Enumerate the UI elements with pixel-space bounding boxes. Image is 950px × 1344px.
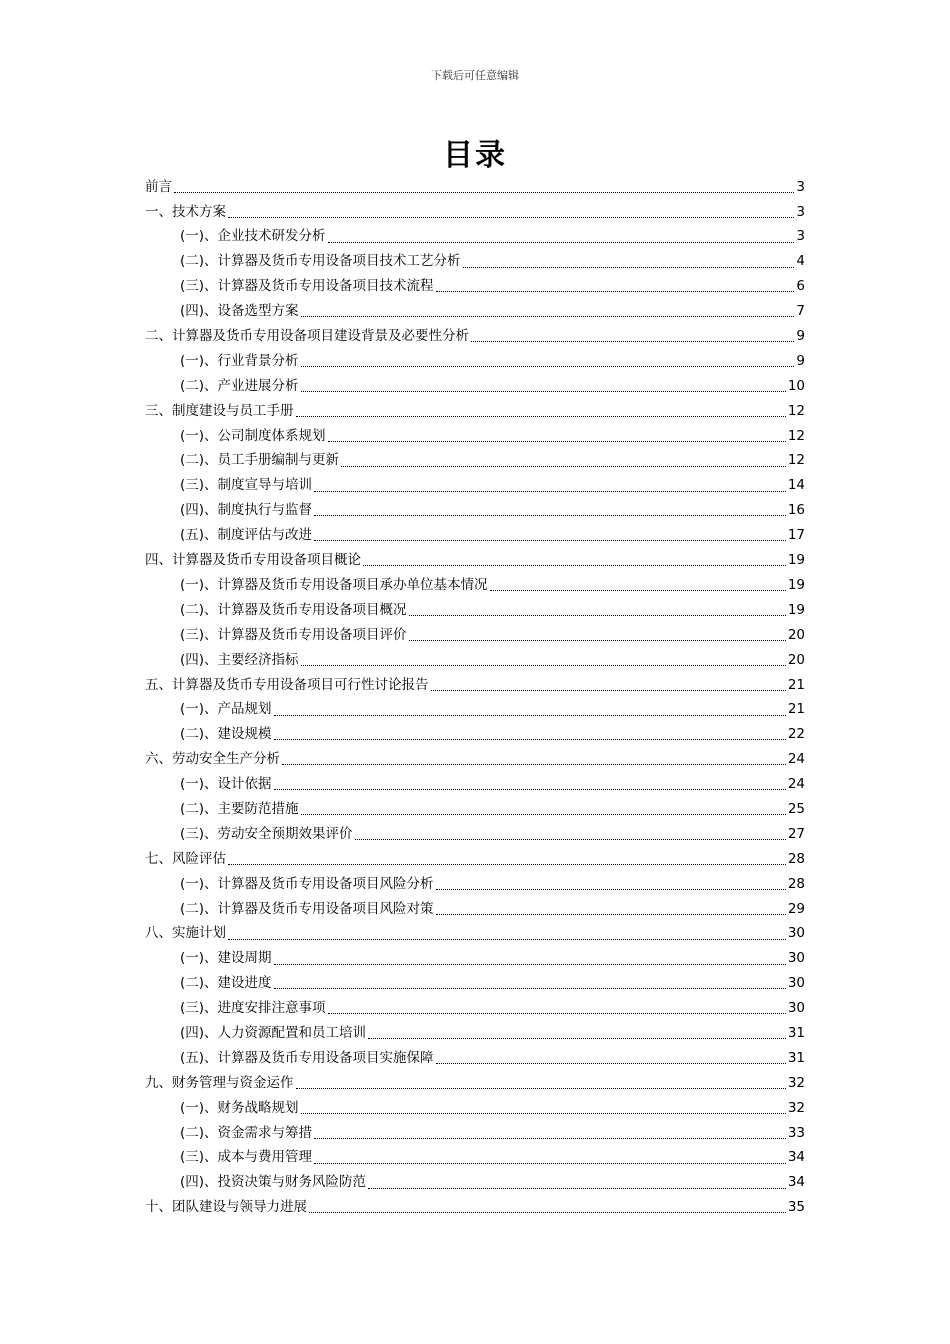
toc-entry-label: (四)、设备选型方案 xyxy=(180,303,299,320)
toc-entry-page-number: 34 xyxy=(787,1149,805,1166)
toc-entry[interactable] xyxy=(145,299,805,324)
toc-dot-leader xyxy=(301,365,795,367)
toc-entry-page-number: 25 xyxy=(787,800,805,817)
toc-entry[interactable] xyxy=(145,1146,805,1171)
toc-entry-page-number: 3 xyxy=(796,178,805,195)
toc-dot-leader xyxy=(328,241,795,243)
toc-dot-leader xyxy=(274,788,786,790)
toc-entry-label: (二)、产业进展分析 xyxy=(180,377,299,394)
toc-entry-label: 五、计算器及货币专用设备项目可行性讨论报告 xyxy=(145,676,429,693)
toc-dot-leader xyxy=(436,1062,786,1064)
toc-dot-leader xyxy=(314,490,786,492)
toc-entry[interactable] xyxy=(145,449,805,474)
toc-entry-label: (一)、行业背景分析 xyxy=(180,352,299,369)
toc-dot-leader xyxy=(436,913,786,915)
toc-dot-leader xyxy=(328,440,786,442)
toc-dot-leader xyxy=(301,664,786,666)
toc-dot-leader xyxy=(228,216,794,218)
toc-entry-label: 四、计算器及货币专用设备项目概论 xyxy=(145,552,361,569)
toc-dot-leader xyxy=(436,888,786,890)
toc-dot-leader xyxy=(174,191,794,193)
toc-entry-page-number: 3 xyxy=(796,228,805,245)
toc-entry-label: (一)、计算器及货币专用设备项目承办单位基本情况 xyxy=(180,576,488,593)
toc-dot-leader xyxy=(301,813,786,815)
toc-entry-page-number: 31 xyxy=(787,1024,805,1041)
toc-entry[interactable] xyxy=(145,1121,805,1146)
toc-entry-page-number: 24 xyxy=(787,776,805,793)
toc-entry-label: (二)、计算器及货币专用设备项目概况 xyxy=(180,601,407,618)
toc-entry-label: 六、劳动安全生产分析 xyxy=(145,751,280,768)
toc-entry[interactable] xyxy=(145,747,805,772)
toc-entry[interactable] xyxy=(145,623,805,648)
toc-entry-page-number: 30 xyxy=(787,950,805,967)
toc-dot-leader xyxy=(355,838,786,840)
toc-entry-label: (二)、计算器及货币专用设备项目技术工艺分析 xyxy=(180,253,461,270)
toc-entry-page-number: 20 xyxy=(787,626,805,643)
toc-entry[interactable] xyxy=(145,374,805,399)
toc-dot-leader xyxy=(301,315,795,317)
toc-entry[interactable] xyxy=(145,250,805,275)
toc-entry-label: (二)、建设规模 xyxy=(180,726,272,743)
toc-entry-label: (四)、制度执行与监督 xyxy=(180,502,313,519)
toc-entry-page-number: 7 xyxy=(796,303,805,320)
toc-entry-page-number: 30 xyxy=(787,975,805,992)
toc-dot-leader xyxy=(274,987,786,989)
toc-entry[interactable] xyxy=(145,1171,805,1196)
toc-entry-page-number: 20 xyxy=(787,651,805,668)
toc-entry[interactable] xyxy=(145,175,805,200)
toc-dot-leader xyxy=(296,1087,786,1089)
toc-dot-leader xyxy=(314,1137,786,1139)
toc-dot-leader xyxy=(471,340,794,342)
toc-entry-page-number: 30 xyxy=(787,1000,805,1017)
toc-entry[interactable] xyxy=(145,822,805,847)
toc-entry[interactable] xyxy=(145,1071,805,1096)
toc-dot-leader xyxy=(228,938,786,940)
toc-entry[interactable] xyxy=(145,200,805,225)
toc-entry-page-number: 21 xyxy=(787,676,805,693)
toc-entry-page-number: 19 xyxy=(787,576,805,593)
toc-entry-label: (一)、企业技术研发分析 xyxy=(180,228,326,245)
toc-entry-label: (五)、计算器及货币专用设备项目实施保障 xyxy=(180,1049,434,1066)
toc-entry-label: (二)、建设进度 xyxy=(180,975,272,992)
toc-entry-label: (四)、投资决策与财务风险防范 xyxy=(180,1174,367,1191)
toc-entry[interactable] xyxy=(145,499,805,524)
toc-entry-page-number: 17 xyxy=(787,527,805,544)
toc-entry[interactable] xyxy=(145,996,805,1021)
toc-entry-page-number: 19 xyxy=(787,552,805,569)
toc-dot-leader xyxy=(301,1112,786,1114)
toc-dot-leader xyxy=(431,689,786,691)
toc-entry-page-number: 32 xyxy=(787,1074,805,1091)
toc-entry-label: 七、风险评估 xyxy=(145,850,226,867)
toc-entry[interactable] xyxy=(145,598,805,623)
toc-entry[interactable] xyxy=(145,847,805,872)
toc-entry[interactable] xyxy=(145,523,805,548)
toc-entry-page-number: 4 xyxy=(796,253,805,270)
toc-entry-label: (一)、设计依据 xyxy=(180,776,272,793)
toc-entry-page-number: 19 xyxy=(787,601,805,618)
toc-dot-leader xyxy=(314,1162,786,1164)
toc-entry[interactable] xyxy=(145,324,805,349)
toc-entry-page-number: 16 xyxy=(787,502,805,519)
toc-dot-leader xyxy=(409,614,786,616)
toc-dot-leader xyxy=(282,763,786,765)
toc-entry-page-number: 10 xyxy=(787,377,805,394)
toc-entry-page-number: 33 xyxy=(787,1124,805,1141)
toc-entry-label: 二、计算器及货币专用设备项目建设背景及必要性分析 xyxy=(145,328,469,345)
toc-entry-label: (一)、公司制度体系规划 xyxy=(180,427,326,444)
table-of-contents xyxy=(145,175,805,1220)
toc-dot-leader xyxy=(368,1187,786,1189)
toc-entry-label: (三)、进度安排注意事项 xyxy=(180,1000,326,1017)
toc-entry[interactable] xyxy=(145,947,805,972)
toc-entry-page-number: 29 xyxy=(787,900,805,917)
toc-dot-leader xyxy=(309,1211,786,1213)
toc-entry-page-number: 27 xyxy=(787,825,805,842)
page-header: 下载后可任意编辑 xyxy=(431,69,519,82)
toc-entry-label: (三)、计算器及货币专用设备项目技术流程 xyxy=(180,278,434,295)
toc-entry-page-number: 12 xyxy=(787,427,805,444)
toc-entry[interactable] xyxy=(145,1021,805,1046)
toc-entry-label: (三)、劳动安全预期效果评价 xyxy=(180,825,353,842)
toc-entry-label: (二)、资金需求与筹措 xyxy=(180,1124,313,1141)
toc-entry-page-number: 28 xyxy=(787,850,805,867)
toc-entry[interactable] xyxy=(145,698,805,723)
toc-entry-page-number: 31 xyxy=(787,1049,805,1066)
toc-entry-label: (三)、计算器及货币专用设备项目评价 xyxy=(180,626,407,643)
toc-dot-leader xyxy=(409,639,786,641)
toc-dot-leader xyxy=(274,738,786,740)
toc-entry[interactable] xyxy=(145,972,805,997)
toc-dot-leader xyxy=(274,963,786,965)
toc-entry[interactable] xyxy=(145,275,805,300)
toc-entry-page-number: 6 xyxy=(796,278,805,295)
toc-entry[interactable] xyxy=(145,225,805,250)
toc-entry-label: (三)、成本与费用管理 xyxy=(180,1149,313,1166)
toc-entry-page-number: 9 xyxy=(796,352,805,369)
toc-entry[interactable] xyxy=(145,1196,805,1221)
toc-entry-label: (二)、员工手册编制与更新 xyxy=(180,452,340,469)
toc-dot-leader xyxy=(490,589,786,591)
toc-entry-label: 九、财务管理与资金运作 xyxy=(145,1074,294,1091)
toc-entry-page-number: 12 xyxy=(787,452,805,469)
toc-dot-leader xyxy=(296,415,786,417)
toc-dot-leader xyxy=(314,514,786,516)
toc-entry-page-number: 3 xyxy=(796,203,805,220)
toc-entry[interactable] xyxy=(145,648,805,673)
toc-entry-page-number: 35 xyxy=(787,1199,805,1216)
toc-entry-label: (一)、计算器及货币专用设备项目风险分析 xyxy=(180,875,434,892)
toc-entry[interactable] xyxy=(145,1096,805,1121)
toc-entry-page-number: 14 xyxy=(787,477,805,494)
toc-entry[interactable] xyxy=(145,399,805,424)
toc-entry[interactable] xyxy=(145,797,805,822)
toc-dot-leader xyxy=(368,1037,786,1039)
toc-entry[interactable] xyxy=(145,1046,805,1071)
toc-entry[interactable] xyxy=(145,723,805,748)
page-title: 目录 xyxy=(443,138,507,173)
toc-entry-label: (二)、主要防范措施 xyxy=(180,800,299,817)
toc-entry-page-number: 21 xyxy=(787,701,805,718)
toc-dot-leader xyxy=(314,539,786,541)
toc-entry-label: 前言 xyxy=(145,178,172,195)
toc-dot-leader xyxy=(363,564,786,566)
toc-entry[interactable] xyxy=(145,573,805,598)
toc-entry[interactable] xyxy=(145,922,805,947)
toc-entry-page-number: 28 xyxy=(787,875,805,892)
toc-dot-leader xyxy=(301,390,786,392)
toc-entry-label: (三)、制度宣导与培训 xyxy=(180,477,313,494)
toc-entry[interactable] xyxy=(145,474,805,499)
toc-entry-label: 一、技术方案 xyxy=(145,203,226,220)
toc-entry-label: 八、实施计划 xyxy=(145,925,226,942)
toc-dot-leader xyxy=(274,714,786,716)
toc-entry[interactable] xyxy=(145,424,805,449)
toc-entry-label: 十、团队建设与领导力进展 xyxy=(145,1199,307,1216)
toc-entry[interactable] xyxy=(145,349,805,374)
toc-dot-leader xyxy=(463,266,795,268)
toc-entry-page-number: 9 xyxy=(796,328,805,345)
toc-entry-page-number: 12 xyxy=(787,402,805,419)
toc-entry[interactable] xyxy=(145,673,805,698)
toc-entry-label: (一)、产品规划 xyxy=(180,701,272,718)
toc-entry[interactable] xyxy=(145,897,805,922)
toc-entry-label: (一)、建设周期 xyxy=(180,950,272,967)
toc-dot-leader xyxy=(228,863,786,865)
toc-entry-label: (一)、财务战略规划 xyxy=(180,1099,299,1116)
toc-entry-label: (四)、人力资源配置和员工培训 xyxy=(180,1024,367,1041)
toc-entry[interactable] xyxy=(145,548,805,573)
toc-entry-label: 三、制度建设与员工手册 xyxy=(145,402,294,419)
toc-entry-page-number: 30 xyxy=(787,925,805,942)
toc-entry-label: (二)、计算器及货币专用设备项目风险对策 xyxy=(180,900,434,917)
toc-dot-leader xyxy=(436,290,795,292)
toc-entry[interactable] xyxy=(145,772,805,797)
toc-entry-page-number: 24 xyxy=(787,751,805,768)
toc-entry-page-number: 22 xyxy=(787,726,805,743)
toc-entry-label: (五)、制度评估与改进 xyxy=(180,527,313,544)
toc-dot-leader xyxy=(328,1012,786,1014)
toc-entry-label: (四)、主要经济指标 xyxy=(180,651,299,668)
toc-entry-page-number: 32 xyxy=(787,1099,805,1116)
toc-entry[interactable] xyxy=(145,872,805,897)
toc-entry-page-number: 34 xyxy=(787,1174,805,1191)
toc-dot-leader xyxy=(341,465,786,467)
